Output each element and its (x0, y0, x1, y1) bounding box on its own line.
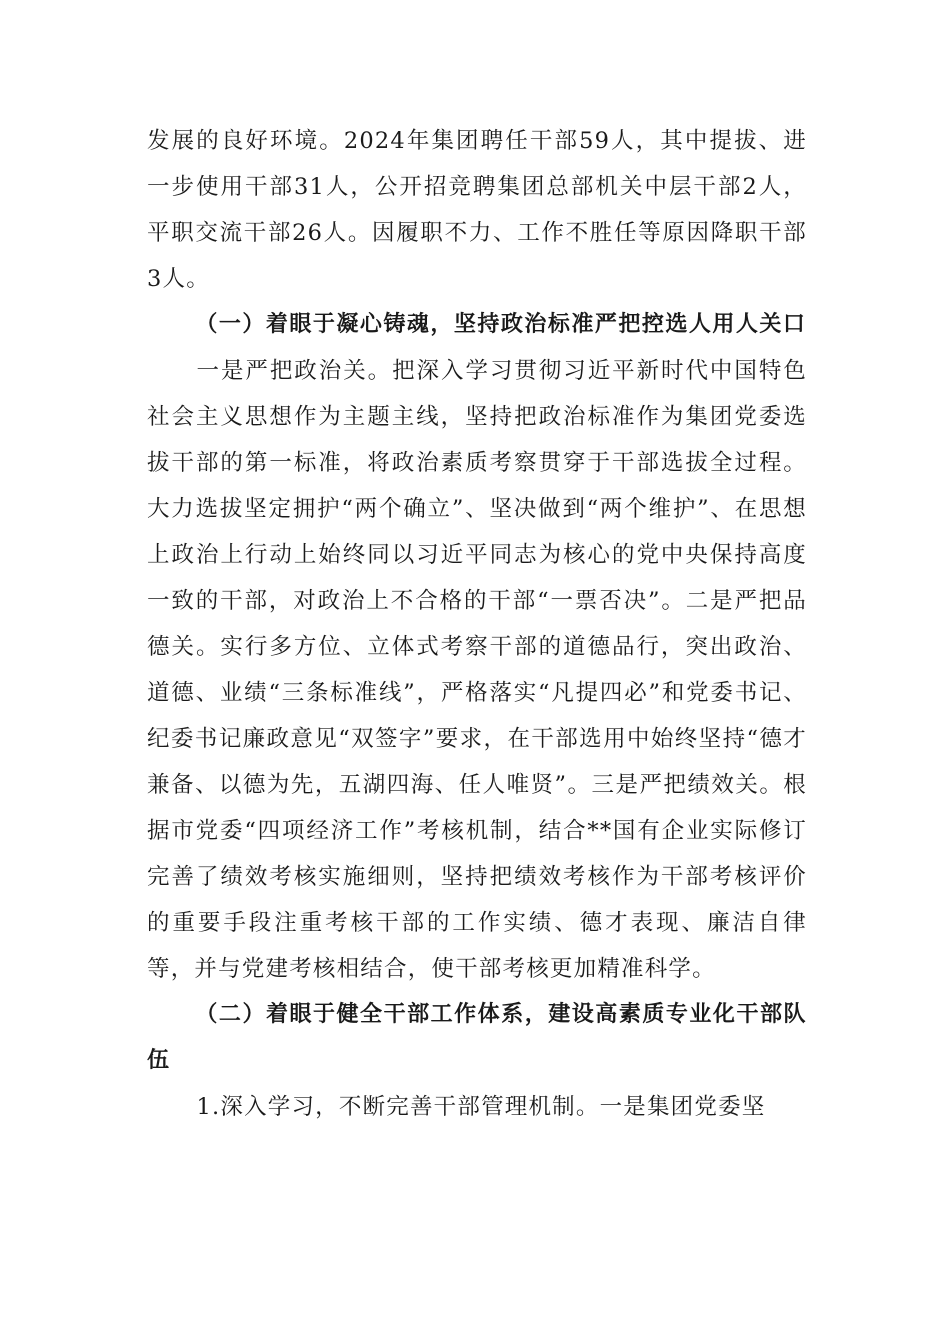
section-heading-2: （二）着眼于健全干部工作体系，建设高素质专业化干部队伍 (147, 1002, 807, 1073)
body-paragraph-management-mechanism: 1.深入学习，不断完善干部管理机制。一是集团党委坚 (196, 1094, 766, 1120)
body-paragraph-continuation: 发展的良好环境。2024年集团聘任干部59人，其中提拔、进一步使用干部31人，公开招竞聘集团总部机关中层干部2人，平职交流干部26人。因履职不力、工作不胜任等原因降职干部3人。 (147, 128, 807, 292)
body-paragraph-political-standards: 一是严把政治关。把深入学习贯彻习近平新时代中国特色社会主义思想作为主题主线，坚持把政治标准作为集团党委选拔干部的第一标准，将政治素质考察贯穿于干部选拔全过程。大力选拔坚定拥护“两个确立”、坚决做到“两个维护”、在思想上政治上行动上始终同以习近平同志为核心的党中央保持高度一致的干部，对政治上不合格的干部“一票否决”。二是严把品德关。实行多方位、立体式考察干部的道德品行，突出政治、道德、业绩“三条标准线”，严格落实“凡提四必”和党委书记、纪委书记廉政意见“双签字”要求，在干部选用中始终坚持“德才兼备、以德为先，五湖四海、任人唯贤”。三是严把绩效关。根据市党委“四项经济工作”考核机制，结合**国有企业实际修订完善了绩效考核实施细则，坚持把绩效考核作为干部考核评价的重要手段注重考核干部的工作实绩、德才表现、廉洁自律等，并与党建考核相结合，使干部考核更加精准科学。 (147, 358, 807, 982)
document-body (147, 118, 807, 1130)
section-heading-1: （一）着眼于凝心铸魂，坚持政治标准严把控选人用人关口 (195, 312, 807, 337)
